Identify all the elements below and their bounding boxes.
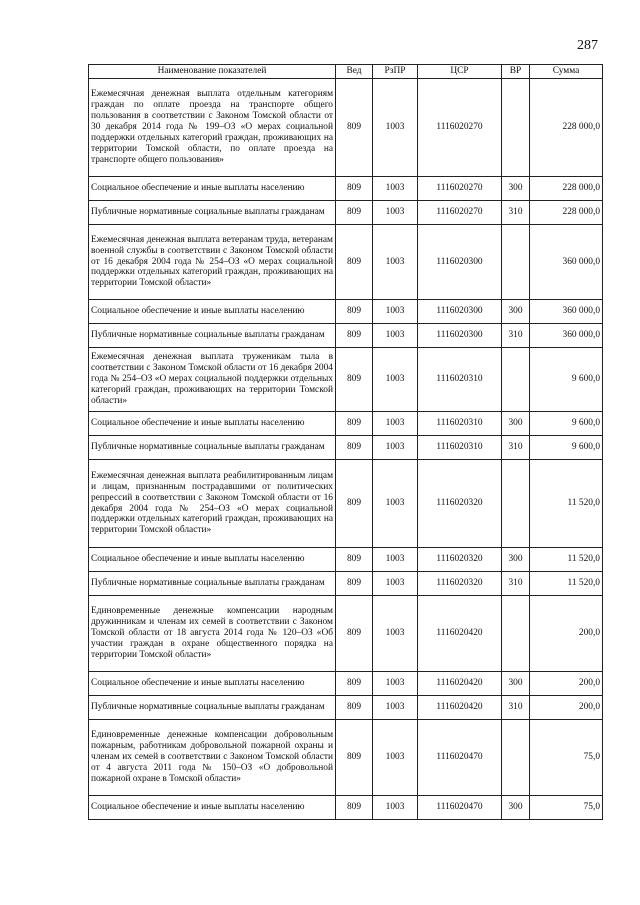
row-rzpr: 1003 [373, 720, 418, 796]
table-row [89, 79, 603, 177]
table-row [89, 796, 603, 820]
row-sum: 360 000,0 [530, 324, 603, 348]
table-row [89, 696, 603, 720]
row-ved: 809 [336, 348, 373, 412]
table-row [89, 201, 603, 225]
row-name: Ежемесячная денежная выплата реабилитированным лицам и лицам, признанным пострадавшими от политических репрессий в соответствии с Законом Томской области от 16 декабря 2004 года № 254–ОЗ «О мерах социальной поддержки отдельных категорий граждан, проживающих на территории Томской области» [89, 460, 336, 548]
row-vr [502, 460, 530, 548]
row-rzpr: 1003 [373, 324, 418, 348]
row-csr: 1116020470 [418, 720, 502, 796]
table-header-row [89, 65, 603, 79]
row-name: Социальное обеспечение и иные выплаты населению [89, 796, 336, 820]
row-rzpr: 1003 [373, 696, 418, 720]
table-row [89, 300, 603, 324]
row-ved: 809 [336, 672, 373, 696]
row-csr: 1116020320 [418, 572, 502, 596]
row-sum: 75,0 [530, 720, 603, 796]
table-row [89, 225, 603, 300]
row-name: Единовременные денежные компенсации добровольным пожарным, работникам добровольной пожарной охраны и членам их семей в соответствии с Законом Томской области от 4 августа 2011 года № 150–ОЗ «О добровольной пожарной охране в Томской области» [89, 720, 336, 796]
header-vr: ВР [502, 65, 530, 79]
row-sum: 9 600,0 [530, 412, 603, 436]
row-sum: 360 000,0 [530, 300, 603, 324]
row-ved: 809 [336, 436, 373, 460]
table-row [89, 572, 603, 596]
row-ved: 809 [336, 300, 373, 324]
row-sum: 200,0 [530, 672, 603, 696]
row-rzpr: 1003 [373, 796, 418, 820]
row-ved: 809 [336, 225, 373, 300]
row-csr: 1116020420 [418, 696, 502, 720]
row-vr: 310 [502, 572, 530, 596]
row-csr: 1116020320 [418, 460, 502, 548]
row-sum: 11 520,0 [530, 460, 603, 548]
row-csr: 1116020310 [418, 412, 502, 436]
row-rzpr: 1003 [373, 548, 418, 572]
row-vr: 300 [502, 796, 530, 820]
row-vr: 310 [502, 201, 530, 225]
row-name: Публичные нормативные социальные выплаты гражданам [89, 572, 336, 596]
row-sum: 9 600,0 [530, 436, 603, 460]
row-ved: 809 [336, 460, 373, 548]
row-rzpr: 1003 [373, 225, 418, 300]
row-ved: 809 [336, 79, 373, 177]
page-number: 287 [577, 38, 598, 53]
row-name: Публичные нормативные социальные выплаты гражданам [89, 436, 336, 460]
row-name: Публичные нормативные социальные выплаты гражданам [89, 696, 336, 720]
row-vr: 300 [502, 412, 530, 436]
row-sum: 9 600,0 [530, 348, 603, 412]
row-vr: 300 [502, 672, 530, 696]
table-row [89, 460, 603, 548]
header-name: Наименование показателей [89, 65, 336, 79]
row-csr: 1116020270 [418, 201, 502, 225]
row-csr: 1116020310 [418, 436, 502, 460]
budget-table [88, 64, 603, 820]
row-rzpr: 1003 [373, 79, 418, 177]
row-rzpr: 1003 [373, 436, 418, 460]
row-name: Социальное обеспечение и иные выплаты населению [89, 672, 336, 696]
row-ved: 809 [336, 696, 373, 720]
table-row [89, 672, 603, 696]
row-name: Социальное обеспечение и иные выплаты населению [89, 412, 336, 436]
row-csr: 1116020270 [418, 177, 502, 201]
row-rzpr: 1003 [373, 201, 418, 225]
row-name: Публичные нормативные социальные выплаты гражданам [89, 201, 336, 225]
row-csr: 1116020300 [418, 324, 502, 348]
row-csr: 1116020310 [418, 348, 502, 412]
row-ved: 809 [336, 412, 373, 436]
row-vr: 310 [502, 324, 530, 348]
row-sum: 11 520,0 [530, 572, 603, 596]
row-sum: 228 000,0 [530, 201, 603, 225]
row-ved: 809 [336, 324, 373, 348]
row-csr: 1116020300 [418, 225, 502, 300]
row-ved: 809 [336, 177, 373, 201]
row-rzpr: 1003 [373, 348, 418, 412]
row-name: Социальное обеспечение и иные выплаты населению [89, 177, 336, 201]
row-sum: 228 000,0 [530, 79, 603, 177]
row-name: Единовременные денежные компенсации народным дружинникам и членам их семей в соответствии с Законом Томской области от 18 августа 2014 года № 120–ОЗ «Об участии граждан в охране общественного порядка на территории Томской области» [89, 596, 336, 672]
row-vr [502, 720, 530, 796]
row-sum: 200,0 [530, 596, 603, 672]
row-rzpr: 1003 [373, 460, 418, 548]
table-row [89, 720, 603, 796]
row-ved: 809 [336, 596, 373, 672]
row-vr: 300 [502, 177, 530, 201]
row-vr [502, 596, 530, 672]
row-rzpr: 1003 [373, 300, 418, 324]
row-ved: 809 [336, 720, 373, 796]
row-vr: 300 [502, 300, 530, 324]
row-vr: 310 [502, 436, 530, 460]
row-sum: 200,0 [530, 696, 603, 720]
row-vr [502, 348, 530, 412]
row-vr: 310 [502, 696, 530, 720]
row-name: Ежемесячная денежная выплата отдельным категориям граждан по оплате проезда на транспорте общего пользования в соответствии с Законом Томской области от 30 декабря 2014 года № 199–ОЗ «О мерах социальной поддержки отдельных категорий граждан, проживающих на территории Томской области, по оплате проезда на транспорте общего пользования» [89, 79, 336, 177]
row-rzpr: 1003 [373, 672, 418, 696]
table-row [89, 548, 603, 572]
row-name: Публичные нормативные социальные выплаты гражданам [89, 324, 336, 348]
table-row [89, 324, 603, 348]
row-vr [502, 225, 530, 300]
header-csr: ЦСР [418, 65, 502, 79]
row-name: Ежемесячная денежная выплата ветеранам труда, ветеранам военной службы в соответствии с Законом Томской области от 16 декабря 2004 года № 254–ОЗ «О мерах социальной поддержки отдельных категорий граждан, проживающих на территории Томской области» [89, 225, 336, 300]
row-ved: 809 [336, 548, 373, 572]
row-rzpr: 1003 [373, 596, 418, 672]
row-rzpr: 1003 [373, 412, 418, 436]
row-rzpr: 1003 [373, 177, 418, 201]
table-row [89, 348, 603, 412]
row-csr: 1116020420 [418, 596, 502, 672]
table-row [89, 436, 603, 460]
row-rzpr: 1003 [373, 572, 418, 596]
row-ved: 809 [336, 572, 373, 596]
row-name: Ежемесячная денежная выплата труженикам тыла в соответствии с Законом Томской области от 16 декабря 2004 года № 254–ОЗ «О мерах социальной поддержки отдельных категорий граждан, проживающих на территории Томской области» [89, 348, 336, 412]
row-name: Социальное обеспечение и иные выплаты населению [89, 300, 336, 324]
row-vr [502, 79, 530, 177]
row-csr: 1116020270 [418, 79, 502, 177]
row-vr: 300 [502, 548, 530, 572]
table-row [89, 596, 603, 672]
row-ved: 809 [336, 201, 373, 225]
row-ved: 809 [336, 796, 373, 820]
header-ved: Вед [336, 65, 373, 79]
row-csr: 1116020470 [418, 796, 502, 820]
table-row [89, 412, 603, 436]
row-sum: 11 520,0 [530, 548, 603, 572]
row-csr: 1116020420 [418, 672, 502, 696]
row-csr: 1116020320 [418, 548, 502, 572]
row-csr: 1116020300 [418, 300, 502, 324]
header-sum: Сумма [530, 65, 603, 79]
row-sum: 75,0 [530, 796, 603, 820]
table-row [89, 177, 603, 201]
row-sum: 360 000,0 [530, 225, 603, 300]
header-rzpr: РзПР [373, 65, 418, 79]
row-sum: 228 000,0 [530, 177, 603, 201]
row-name: Социальное обеспечение и иные выплаты населению [89, 548, 336, 572]
